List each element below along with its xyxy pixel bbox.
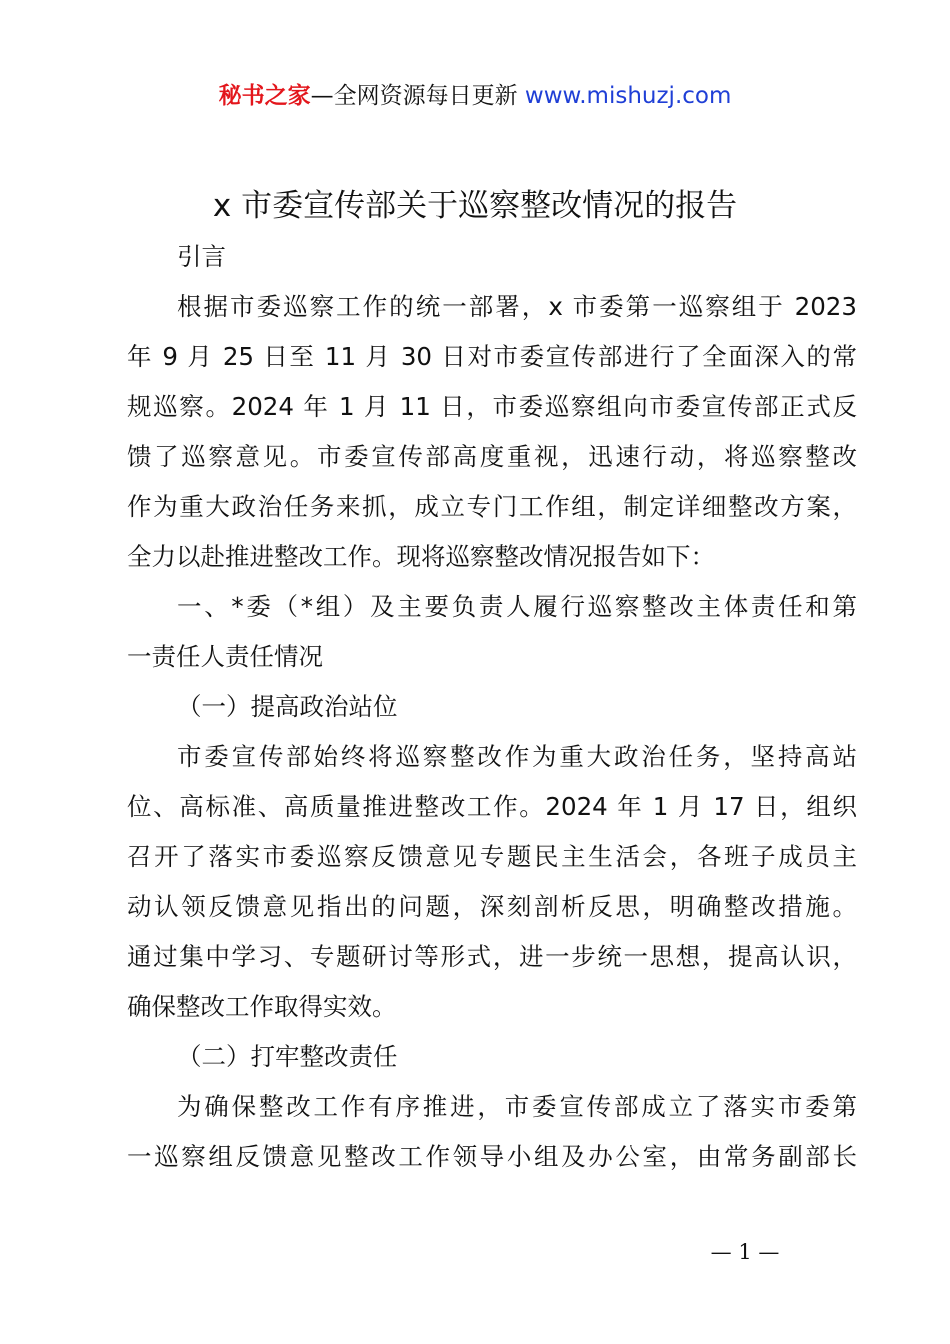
paragraph-line: 一巡察组反馈意见整改工作领导小组及办公室，由常务副部长 <box>127 1142 857 1171</box>
section-heading-1: 一、*委（*组）及主要负责人履行巡察整改主体责任和第 <box>177 592 857 621</box>
section-heading-1-cont: 一责任人责任情况 <box>127 642 323 671</box>
brand-name: 秘书之家 <box>218 83 311 109</box>
paragraph-line: 规巡察。2024 年 1 月 11 日，市委巡察组向市委宣传部正式反 <box>127 392 857 421</box>
paragraph-line: 为确保整改工作有序推进，市委宣传部成立了落实市委第 <box>177 1092 857 1121</box>
paragraph-line: 作为重大政治任务来抓，成立专门工作组，制定详细整改方案， <box>127 492 857 521</box>
paragraph-line: 确保整改工作取得实效。 <box>127 992 397 1021</box>
paragraph-line: 根据市委巡察工作的统一部署，x 市委第一巡察组于 2023 <box>177 292 857 321</box>
paragraph-line: 位、高标准、高质量推进整改工作。2024 年 1 月 17 日，组织 <box>127 792 857 821</box>
document-body <box>127 232 857 1182</box>
paragraph-line: 年 9 月 25 日至 11 月 30 日对市委宣传部进行了全面深入的常 <box>127 342 857 371</box>
paragraph-line: 召开了落实市委巡察反馈意见专题民主生活会，各班子成员主 <box>127 842 857 871</box>
paragraph-line: 市委宣传部始终将巡察整改作为重大政治任务，坚持高站 <box>177 742 857 771</box>
paragraph-line: 馈了巡察意见。市委宣传部高度重视，迅速行动，将巡察整改 <box>127 442 857 471</box>
section-heading-intro: 引言 <box>177 242 226 271</box>
paragraph-line: 通过集中学习、专题研讨等形式，进一步统一思想，提高认识， <box>127 942 857 971</box>
banner-url-link[interactable]: www.mishuzj.com <box>524 83 732 109</box>
paragraph-line: 全力以赴推进整改工作。现将巡察整改情况报告如下： <box>127 542 715 571</box>
site-banner <box>0 80 950 112</box>
paragraph-line: 动认领反馈意见指出的问题，深刻剖析反思，明确整改措施。 <box>127 892 857 921</box>
page-number: — 1 — <box>710 1240 780 1264</box>
banner-tagline: —全网资源每日更新 <box>310 83 518 109</box>
subsection-heading-1: （一）提高政治站位 <box>177 692 398 721</box>
document-title: x 市委宣传部关于巡察整改情况的报告 <box>212 188 738 224</box>
subsection-heading-2: （二）打牢整改责任 <box>177 1042 398 1071</box>
